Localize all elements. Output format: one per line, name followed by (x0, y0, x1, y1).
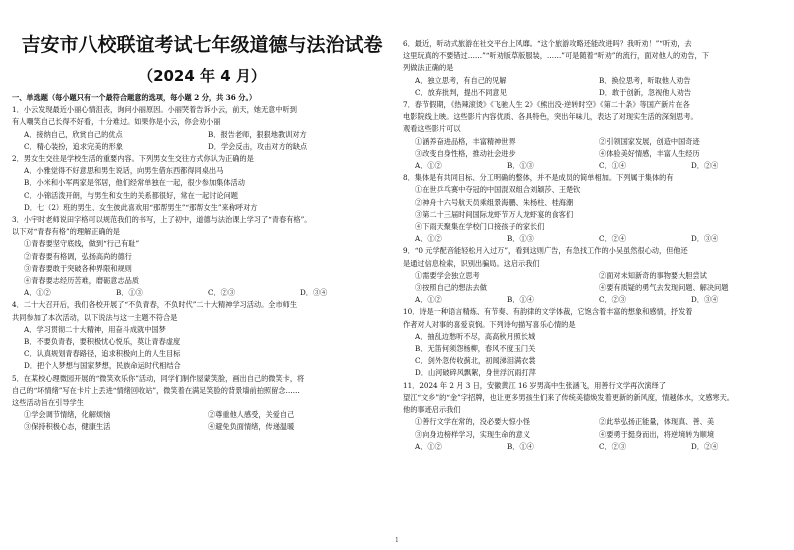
question-stem-line: 2．男女生交往是学校生活的重要内容。下列男女生交往方式你认为正确的是 (12, 154, 254, 164)
answer-option: B．无笛何须怨杨柳，春风不度玉门关 (415, 344, 536, 354)
question (12, 214, 392, 299)
answer-option: A．小雅觉得不好意思和男生说话，向男生借东西都得同桌出马 (24, 166, 224, 176)
statement-item: ③按照自己的想法去做 (415, 283, 487, 293)
statement-item: ①在世乒乓赛中夺冠的中国混双组合刘颖莎、王楚钦 (415, 185, 581, 195)
question-stem-line: 观看这些影片可以 (403, 124, 461, 134)
right-questions (403, 38, 783, 453)
statement-item: ④青春要志经历苦难，磨砺意志品质 (24, 276, 140, 286)
answer-option: D．③④ (300, 288, 328, 298)
question (403, 380, 783, 453)
question-stem-line: 有人嘲笑自己长得不好看，十分难过。如果你是小云，你会劝小丽 (12, 117, 221, 127)
statement-item: ②此举弘扬正能量，体现真、善、美 (599, 417, 715, 427)
section-heading: 一、单选题（每小题只有一个最符合题意的选项，每小题 2 分，共 36 分。） (12, 93, 257, 102)
answer-option: A．①② (415, 234, 442, 244)
answer-option: A．抽乱边愁听不尽，高高秋月照长城 (415, 331, 536, 341)
answer-option: ④避免负面情绪，传递温暖 (208, 422, 295, 432)
statement-item: ④要有质疑的勇气去发现问题、解决问题 (599, 283, 729, 293)
statement-item: ②面对未知新奇的事物要大胆尝试 (599, 270, 707, 280)
statement-item: ②青春要有格调，弘扬高尚的德行 (24, 251, 132, 261)
statement-item: ①涵养奋进品格，丰富精神世界 (415, 136, 516, 146)
exam-date: （2024 年 4 月） (138, 67, 266, 85)
question-stem-line: 1．小云发现最近小丽心情沮丧，询问小丽原因。小丽哭着告诉小云，前天，她无意中听到 (12, 105, 297, 115)
statement-item: ④体验美好情感，丰富人生经历 (599, 148, 700, 158)
question (403, 306, 783, 379)
question-stem-line: 9．“0 元学配音能轻松月入过万”，看到这则广告，有急找工作的小吴虽然很心动，但他还 (403, 246, 688, 256)
answer-option: A．①② (415, 161, 442, 171)
statement-item: ②引领国家发展，创造中国奇迹 (599, 136, 700, 146)
question-stem-line: 自己的“坏情绪”写在卡片上丢进“情绪回收站”，微笑着在满足笑脸的背景墙前拍照留念…… (12, 385, 300, 395)
question-stem-line: 是通过信息检索，识别出骗局。这启示我们 (403, 258, 540, 268)
answer-option: A．独立思考，有自己的见解 (415, 75, 507, 85)
question-stem-line: 7．春节假期，《热辣滚烫》《飞驰人生 2》《熊出没·逆转时空》《第二十条》等国产新片在各 (403, 100, 690, 110)
question (403, 99, 783, 172)
question-stem-line: 这些活动旨在引导学生 (12, 398, 84, 408)
question-stem-line: 共同参加了本次活动，以下说法与这一主题不符合是 (12, 312, 178, 322)
answer-option: ③保持积极心态，健康生活 (24, 422, 111, 432)
question (12, 299, 392, 372)
statement-item: ④要勇于挺身而出，将逆境转为顺境 (599, 429, 715, 439)
statement-item: ①善行文学在常的，没必要大惊小怪 (415, 417, 531, 427)
answer-option: C．剑外忽传收蓟北，初闻涕泪满衣裳 (415, 356, 536, 366)
statement-item: ①青春要坚守底线，做到“行己有耻” (24, 239, 140, 249)
answer-option: A．①② (24, 288, 51, 298)
question-stem-line: 11．2024 年 2 月 3 日，安徽黄江 16 岁男高中生张涵飞，用善行文学再次演绎了 (403, 380, 666, 390)
statement-item: ③向身边榜样学习，实现生命的意义 (415, 429, 531, 439)
answer-option: D．山河破碎风飘絮，身世浮沉雨打萍 (415, 368, 536, 378)
answer-option: B．①③ (507, 234, 534, 244)
statement-item: ①需要学会独立思考 (415, 270, 480, 280)
answer-option: C．②④ (599, 234, 627, 244)
question (403, 172, 783, 245)
answer-option: D．②④ (691, 161, 719, 171)
question-stem-line: 6．最近，听动式旅游在社交平台上风靡。“这个旅游攻略还能改进吗？我听劝！”“听劝，去 (403, 39, 692, 48)
answer-option: C．②③ (208, 288, 236, 298)
answer-option: B．不要负青春，要积极忧心悦乐，莫让青春虚度 (24, 337, 181, 347)
left-column (12, 0, 392, 434)
answer-option: B．①③ (116, 288, 143, 298)
answer-option: B．①④ (507, 441, 534, 451)
answer-option: D．敢于创新，忽视他人劝告 (599, 87, 692, 97)
question-stem-line: 3．小宇时老师说田字格可以规范我们的书写，上了初中，道德与法治课上学习了“青春有格”。 (12, 215, 312, 225)
statement-item: ④下雨天聚集在学校门口接孩子的家长们 (415, 222, 545, 232)
question-stem-line: 以下对“青春有格”的理解正确的是 (12, 227, 120, 237)
answer-option: C．认真规划青春路径，追求积极向上的人生目标 (24, 349, 181, 359)
question (403, 38, 783, 99)
question-stem-line: 这里玩真的不要错过……”“听劝版草版服装，……”可是随着“听劝”的流行，面对他人的劝告，下 (403, 51, 709, 61)
question-stem-line: 4．二十大召开后，我们各校开展了“不负青春，不负时代”二十大精神学习活动。全市师生 (12, 300, 298, 310)
answer-option: A．接纳自己，欣赏自己的优点 (24, 129, 123, 139)
answer-option: A．①② (415, 295, 442, 305)
question-stem-line: 作者对人对事的喜爱哀悯。下列诗句描写喜乐心情的是 (403, 319, 576, 329)
answer-option: ②尊重他人感受，关爱自己 (208, 410, 295, 420)
question-stem-line: 列做法正确的是 (403, 63, 454, 73)
answer-option: D．③④ (691, 295, 719, 305)
page-number: 1 (395, 537, 399, 544)
answer-option: B．小米和小军两家是邻居，他们经常单独在一起，很少参加集体活动 (24, 178, 245, 188)
left-questions (12, 104, 392, 433)
answer-option: C．②③ (599, 441, 627, 451)
answer-option: A．学习贯彻二十大精神，用奋斗成就中国梦 (24, 324, 166, 334)
question-stem-line: 5．在某校心理微园开展的“微笑欢乐你”活动，同学们制作屋蒙笑脸，画出自己的微笑卡，将 (12, 373, 305, 383)
answer-option: C．小锦活泼开朗，与男生和女生的关系都很好，常在一起讨论问题 (24, 190, 238, 200)
answer-option: A．①② (415, 441, 442, 451)
answer-option: B．报告老师，狠狠地教训对方 (208, 129, 307, 139)
answer-option: B．①③ (507, 161, 534, 171)
right-column (403, 0, 783, 453)
answer-option: D．把个人梦想与国家梦想，民族命运时代相结合 (24, 361, 181, 371)
answer-option: C．①④ (599, 161, 627, 171)
question-stem-line: 电影院线上映。这些影片内容优质、各具特色，突出年味儿，表达了对现实生活的深刻思考。 (403, 112, 698, 122)
answer-option: B．①④ (507, 295, 534, 305)
answer-option: D．②④ (691, 441, 719, 451)
question-stem-line: 望江“文乡”的“金”字招牌，也让更多男孩生们来了传统美德焕发着更新的新风度，情越体水，文感寒天。 (403, 392, 734, 402)
question (403, 245, 783, 306)
statement-item: ③改变自身性格，推动社会进步 (415, 148, 516, 158)
answer-option: D．③④ (691, 234, 719, 244)
question-stem-line: 他的事迹启示我们 (403, 405, 461, 415)
answer-option: C．放弃批判，提出不同意见 (415, 87, 507, 97)
statement-item: ③第二十三届时间国际龙虾节万人龙虾宴的食客们 (415, 209, 574, 219)
question-stem-line: 8．集体是有共同目标、分工明确的整体，并不是成员的简单相加。下列属于集体的有 (403, 173, 674, 183)
answer-option: D．学会反击，攻击对方的缺点 (208, 141, 308, 151)
question (12, 153, 392, 214)
answer-option: ①学会调节情绪，化解烦恼 (24, 410, 111, 420)
statement-item: ②神舟十六号航天员乘组景海鹏、朱杨柱、桂海潮 (415, 197, 574, 207)
answer-option: C．精心装扮，追求完美的形象 (24, 141, 123, 151)
statement-item: ③青春要敢于突破各种界限和规则 (24, 263, 132, 273)
question (12, 373, 392, 434)
answer-option: B．换位思考，听取他人劝告 (599, 75, 691, 85)
exam-title: 吉安市八校联谊考试七年级道德与法治试卷 (21, 34, 383, 56)
answer-option: C．②③ (599, 295, 627, 305)
question (12, 104, 392, 153)
answer-option: D．七（2）班的男生、女生彼此喜欢用“那帮男生”“那帮女生”来称呼对方 (24, 202, 258, 212)
question-stem-line: 10．诗是一种语言精炼、有节奏、有韵律的文学体裁，它饱含着丰富的想象和感情，抒发着 (403, 307, 693, 317)
